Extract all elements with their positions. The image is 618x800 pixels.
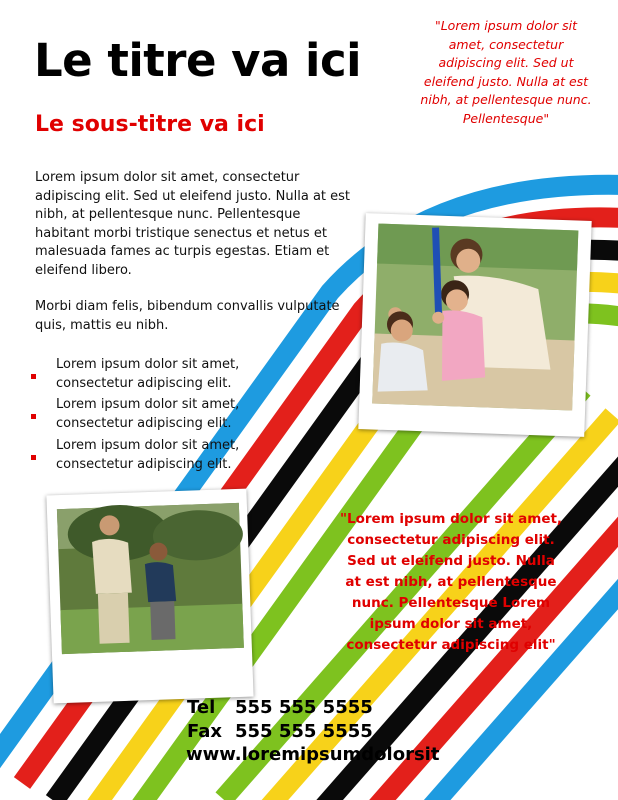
bullet-text: Lorem ipsum dolor sit amet, consectetur adipiscing elit. (56, 357, 240, 391)
flyer-title: Le titre va ici (34, 34, 362, 87)
family-baseball-photo-frame (358, 213, 591, 437)
bullet-text: Lorem ipsum dolor sit amet, consectetur adipiscing elit. (56, 397, 240, 431)
fax-row (187, 721, 373, 742)
fax-label: Fax (187, 721, 222, 742)
bullet-item (56, 436, 266, 474)
bullet-marker-icon (31, 455, 36, 460)
tel-row (187, 697, 373, 718)
bullet-marker-icon (31, 414, 36, 419)
bullet-marker-icon (31, 374, 36, 379)
fax-number: 555 555 5555 (235, 721, 373, 742)
bullet-item (56, 395, 266, 433)
bullet-text: Lorem ipsum dolor sit amet, consectetur adipiscing elit. (56, 438, 240, 472)
flyer-subtitle: Le sous-titre va ici (35, 112, 265, 137)
bullet-item (56, 355, 266, 393)
top-quote: "Lorem ipsum dolor sit amet, consectetur adipiscing elit. Sed ut eleifend justo. Nulla at est nibh, at pellentesque nunc. Pellentesque" (420, 18, 592, 126)
intro-paragraph: Lorem ipsum dolor sit amet, consectetur adipiscing elit. Sed ut eleifend justo. Nulla at est nibh, at pellentesque nunc. Pellentesque habitant morbi tristique senectus et netus et malesuada fames ac turpis egestas. Etiam et eleifend libero. (35, 170, 351, 278)
father-son-park-photo-frame (46, 489, 253, 704)
website-link[interactable]: www.loremipsumdolorsit (186, 744, 440, 765)
family-baseball-photo (358, 213, 591, 437)
tel-label: Tel (187, 697, 216, 718)
second-paragraph: Morbi diam felis, bibendum convallis vulputate quis, mattis eu nibh. (35, 299, 340, 333)
tel-number[interactable]: 555 555 5555 (235, 697, 373, 718)
bottom-quote: "Lorem ipsum dolor sit amet, consectetur adipiscing elit. Sed ut eleifend justo. Nulla at est nibh, at pellentesque nunc. Pellentesque Lorem ipsum dolor sit amet, consectetur adipiscing elit" (339, 511, 563, 653)
father-son-park-photo (46, 489, 253, 704)
